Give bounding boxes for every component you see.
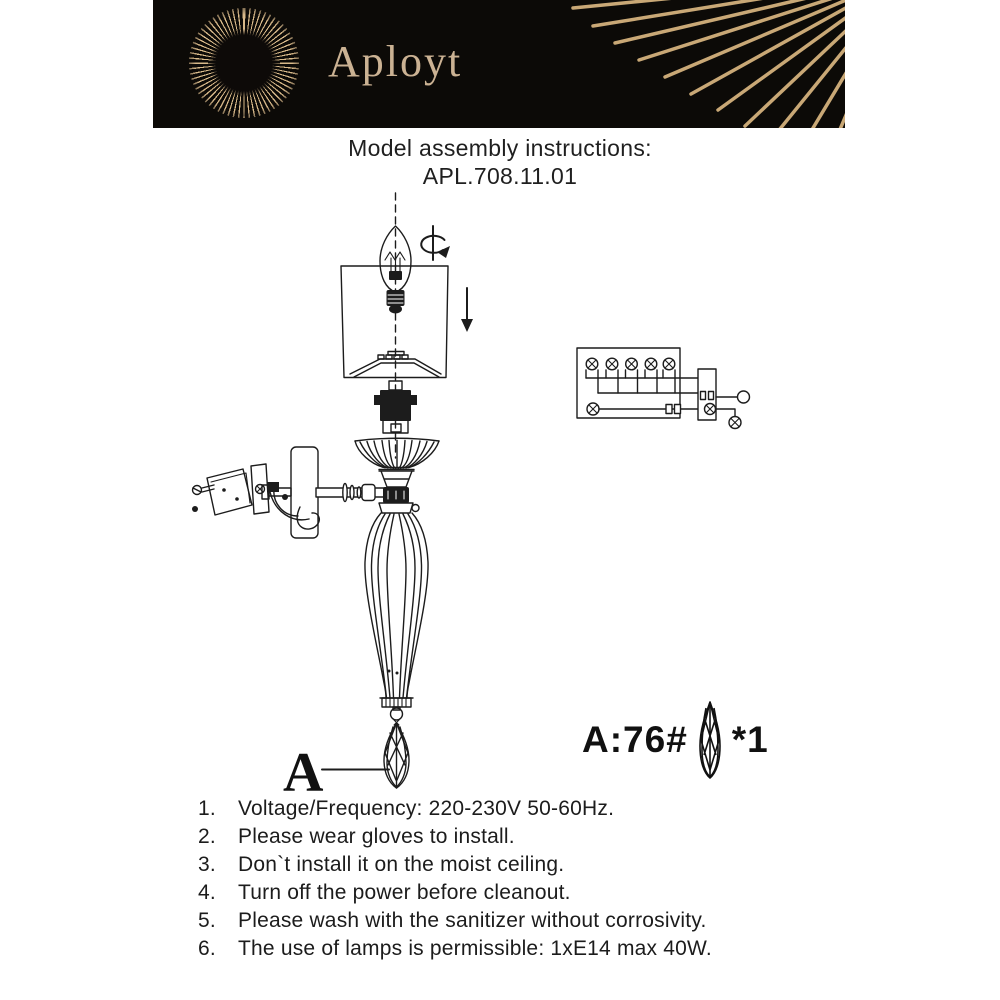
instruction-item: Please wear gloves to install.: [238, 825, 515, 848]
wall-mount-drawing: [192, 447, 384, 538]
crystal-drop-icon: [696, 700, 724, 780]
instruction-item: Please wash with the sanitizer without corrosivity.: [238, 909, 707, 932]
down-arrow-icon: [461, 288, 473, 332]
arm-knuckle-drawing: [379, 487, 419, 513]
ribbed-glass-body-drawing: [365, 513, 428, 720]
fan-rays-decoration: [153, 0, 845, 128]
model-number: APL.708.11.01: [422, 163, 578, 189]
page-title: Model assembly instructions:: [348, 135, 652, 161]
rotation-arrow-icon: [421, 226, 450, 260]
bobeche-bowl-drawing: [355, 438, 439, 487]
instruction-item: Turn off the power before cleanout.: [238, 881, 571, 904]
callout-a-label: A: [283, 742, 324, 804]
brand-header: [153, 0, 845, 128]
candle-bulb-drawing: [380, 226, 411, 314]
parts-label: [582, 700, 769, 780]
wiring-schematic: [577, 348, 750, 429]
parts-code: A:76#: [582, 719, 688, 760]
lamp-shade-drawing: [341, 266, 448, 378]
instruction-item: Don`t install it on the moist ceiling.: [238, 853, 565, 876]
title-block: [0, 134, 1000, 190]
instruction-item: Voltage/Frequency: 220-230V 50-60Hz.: [238, 797, 615, 820]
lamp-symbols-row: [586, 358, 675, 370]
brand-name: Aployt: [328, 37, 463, 86]
instructions-list: [196, 795, 856, 963]
crystal-drop-drawing: [384, 720, 409, 788]
instruction-item: The use of lamps is permissible: 1xE14 max 40W.: [238, 937, 712, 960]
parts-qty: *1: [731, 719, 769, 760]
